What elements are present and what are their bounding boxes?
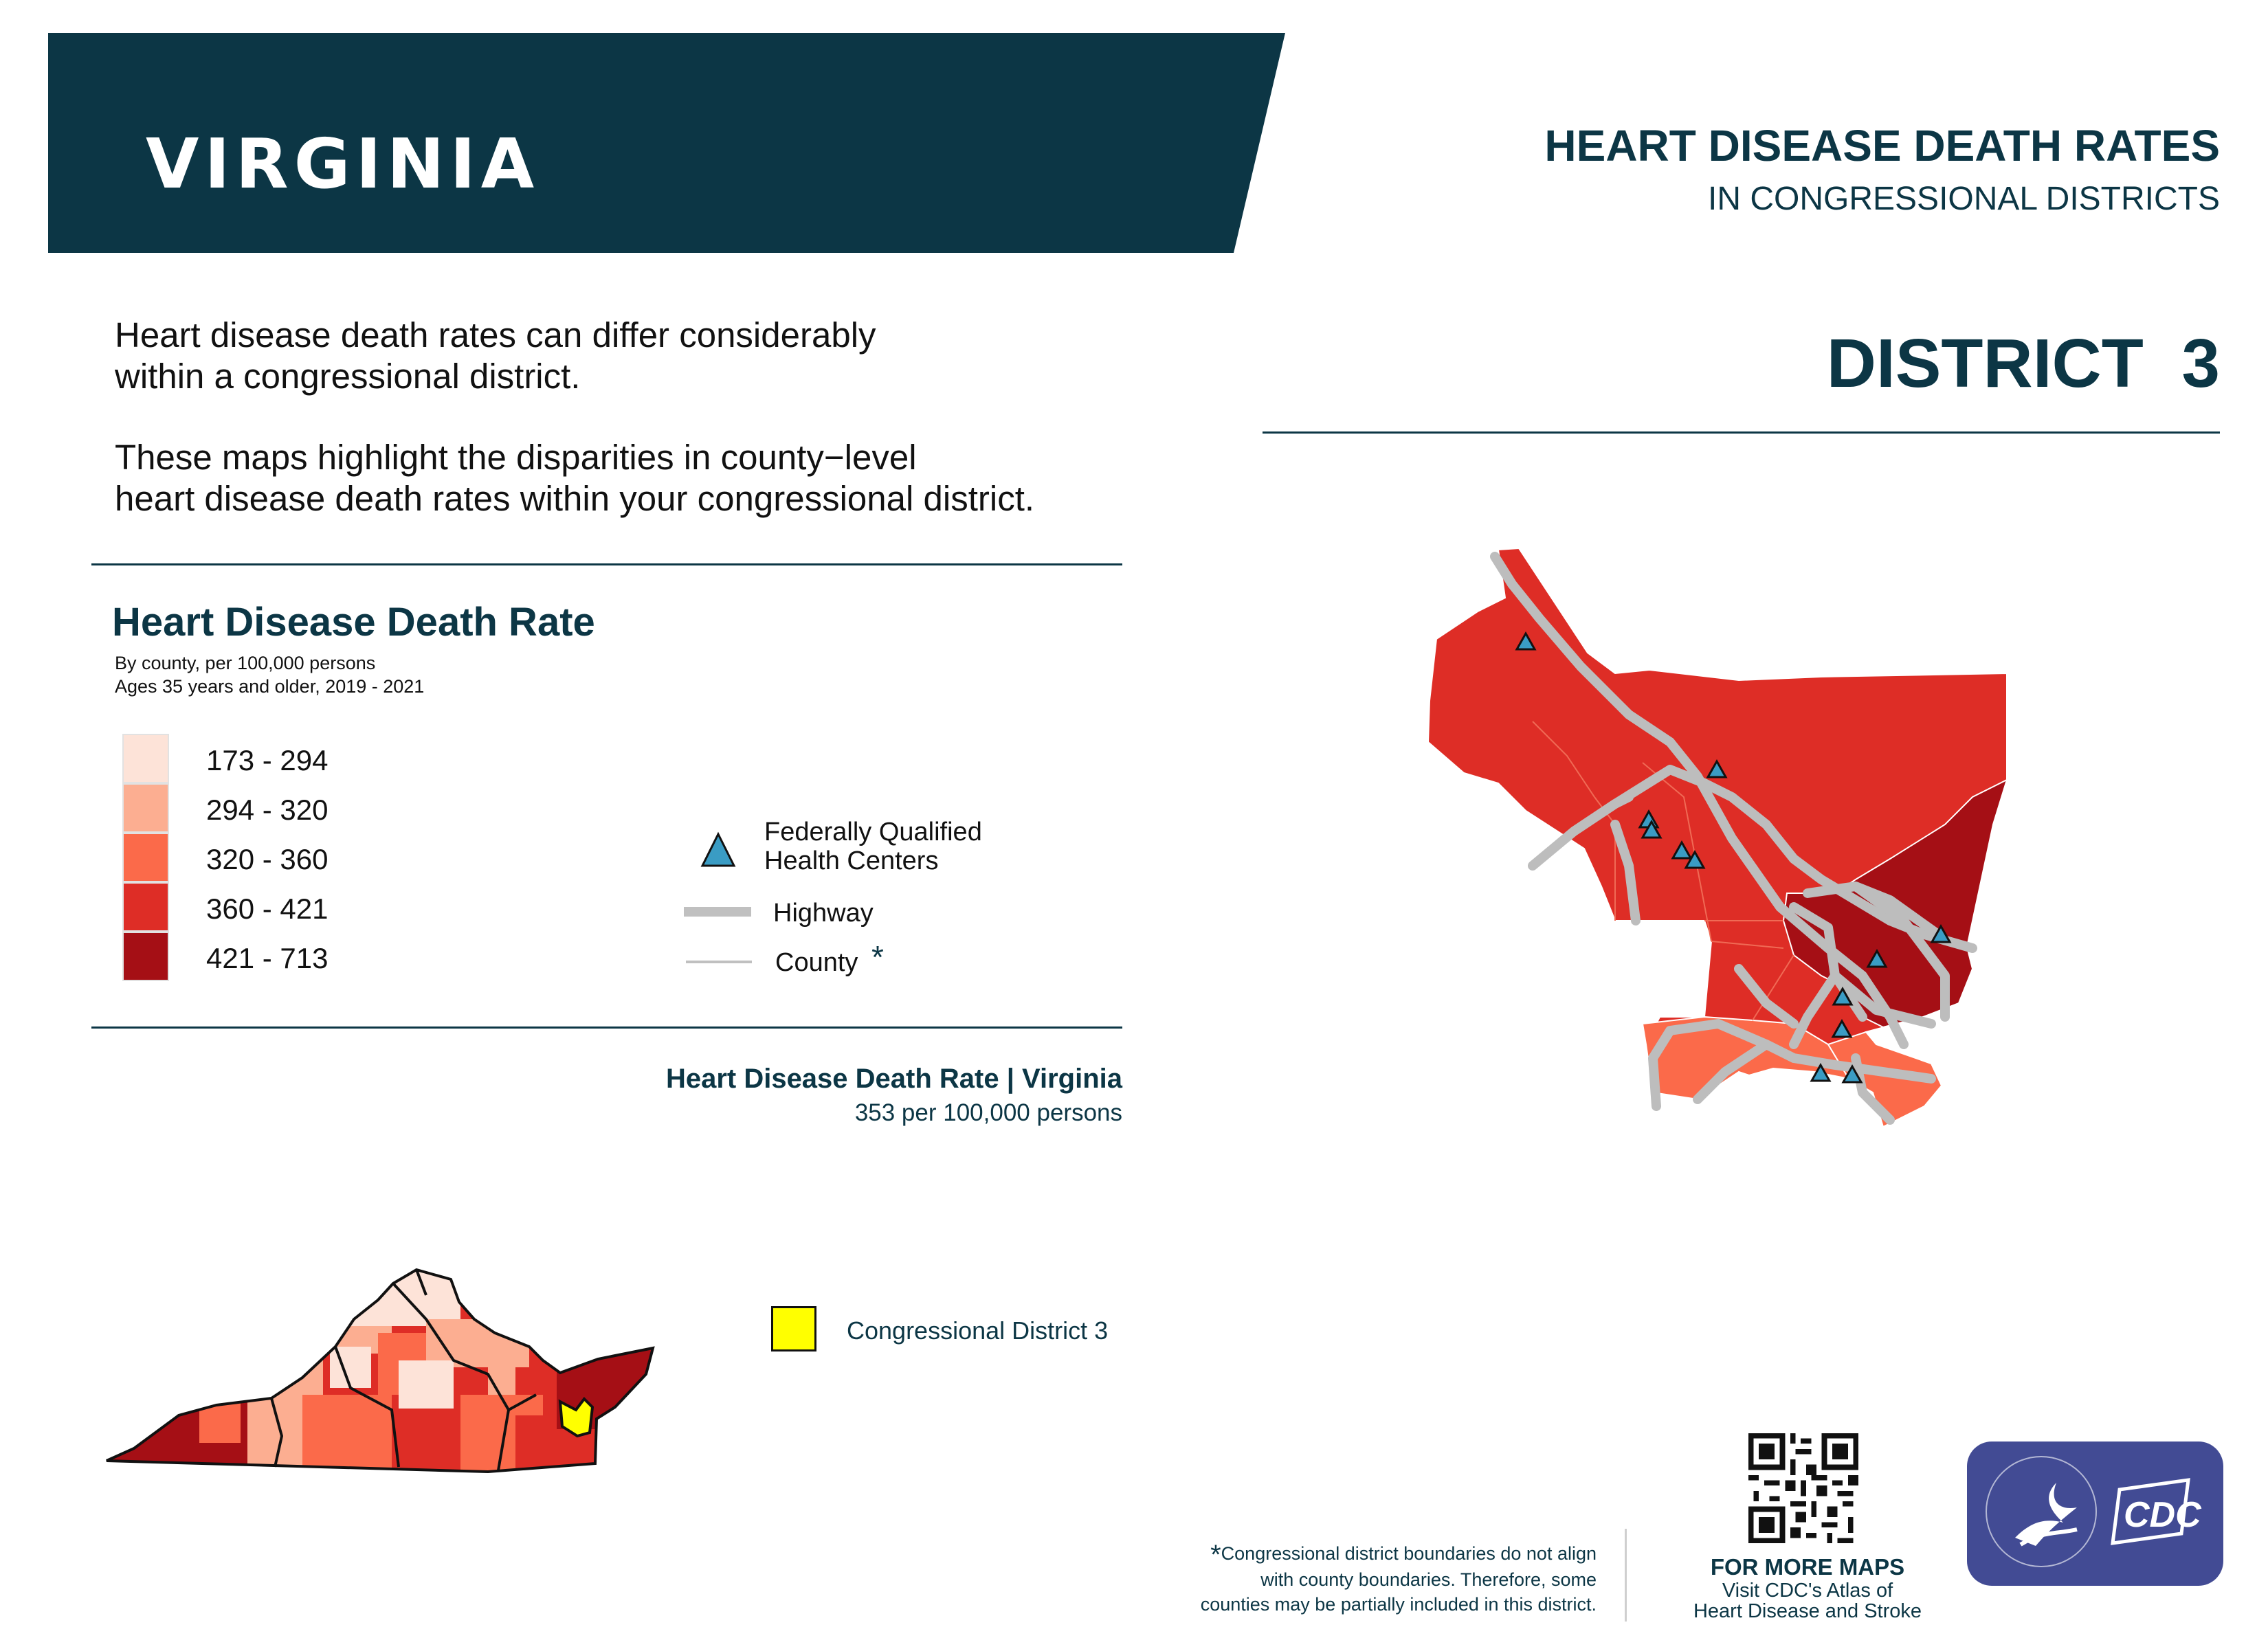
highway-line-icon <box>684 907 751 917</box>
legend-swatch-2 <box>122 783 169 833</box>
page-subtitle: IN CONGRESSIONAL DISTRICTS <box>1708 181 2220 217</box>
district-legend-swatch <box>771 1306 816 1351</box>
intro-line: Heart disease death rates can differ considerably <box>115 315 876 355</box>
highway-legend-label: Highway <box>773 899 874 928</box>
virginia-state-map <box>103 1230 667 1477</box>
cdc-wordmark: CDC <box>2124 1495 2201 1535</box>
district-divider <box>1263 431 2220 434</box>
intro-paragraph-2 <box>115 437 1146 519</box>
intro-paragraph-1 <box>115 315 1146 397</box>
fqhc-triangle-icon <box>694 830 742 871</box>
footnote-line: with county boundaries. Therefore, some <box>1260 1569 1597 1590</box>
legend-subtitle: Ages 35 years and older, 2019 - 2021 <box>115 676 425 697</box>
intro-line: heart disease death rates within your congressional district. <box>115 479 1035 518</box>
legend-bin-label: 294 - 320 <box>206 794 329 826</box>
footnote-line <box>1115 1540 1597 1570</box>
footnote-line: counties may be partially included in this district. <box>1200 1594 1597 1615</box>
legend-swatch-1 <box>122 734 169 783</box>
page-title: HEART DISEASE DEATH RATES <box>1544 121 2220 170</box>
legend-subtitle: By county, per 100,000 persons <box>115 653 376 673</box>
footer-divider <box>1625 1529 1627 1622</box>
legend-bin-label: 320 - 360 <box>206 843 329 875</box>
county-legend-label: County <box>775 948 858 977</box>
legend-bin-label: 421 - 713 <box>206 942 329 974</box>
district-title: DISTRICT 3 <box>1826 325 2220 402</box>
intro-divider <box>91 563 1122 565</box>
legend-swatch-4 <box>122 882 169 932</box>
fqhc-label-line: Federally Qualified <box>764 818 982 846</box>
footnote <box>1115 1541 1597 1617</box>
district-3-map <box>1409 536 2014 1209</box>
footnote-text: Congressional district boundaries do not align <box>1221 1543 1597 1564</box>
state-rate-title: Heart Disease Death Rate | Virginia <box>665 1064 1122 1094</box>
legend-bin-label: 360 - 421 <box>206 893 329 925</box>
more-maps-title: FOR MORE MAPS <box>1710 1554 1905 1580</box>
more-maps-link[interactable] <box>1649 1554 1966 1622</box>
qr-code-icon[interactable] <box>1748 1433 1858 1543</box>
state-rate-value: 353 per 100,000 persons <box>854 1099 1122 1126</box>
state-name: VIRGINIA <box>146 124 540 204</box>
fqhc-legend-label <box>764 818 982 875</box>
county-line-icon <box>686 961 752 963</box>
fqhc-label-line: Health Centers <box>764 846 939 875</box>
legend-swatch-5 <box>122 932 169 981</box>
legend-swatch-3 <box>122 833 169 882</box>
cdc-hhs-logo <box>1967 1442 2223 1586</box>
county-asterisk: * <box>871 939 884 975</box>
legend-title: Heart Disease Death Rate <box>112 600 595 644</box>
intro-line: These maps highlight the disparities in county−level <box>115 438 917 477</box>
more-maps-line: Heart Disease and Stroke <box>1693 1600 1922 1622</box>
district-legend-label: Congressional District 3 <box>847 1316 1109 1345</box>
footnote-asterisk: * <box>1210 1540 1221 1570</box>
hhs-eagle-icon <box>1967 1442 2223 1586</box>
legend-bin-label: 173 - 294 <box>206 744 329 776</box>
intro-line: within a congressional district. <box>115 357 581 396</box>
more-maps-line: Visit CDC's Atlas of <box>1722 1580 1893 1602</box>
legend-divider <box>91 1027 1122 1029</box>
